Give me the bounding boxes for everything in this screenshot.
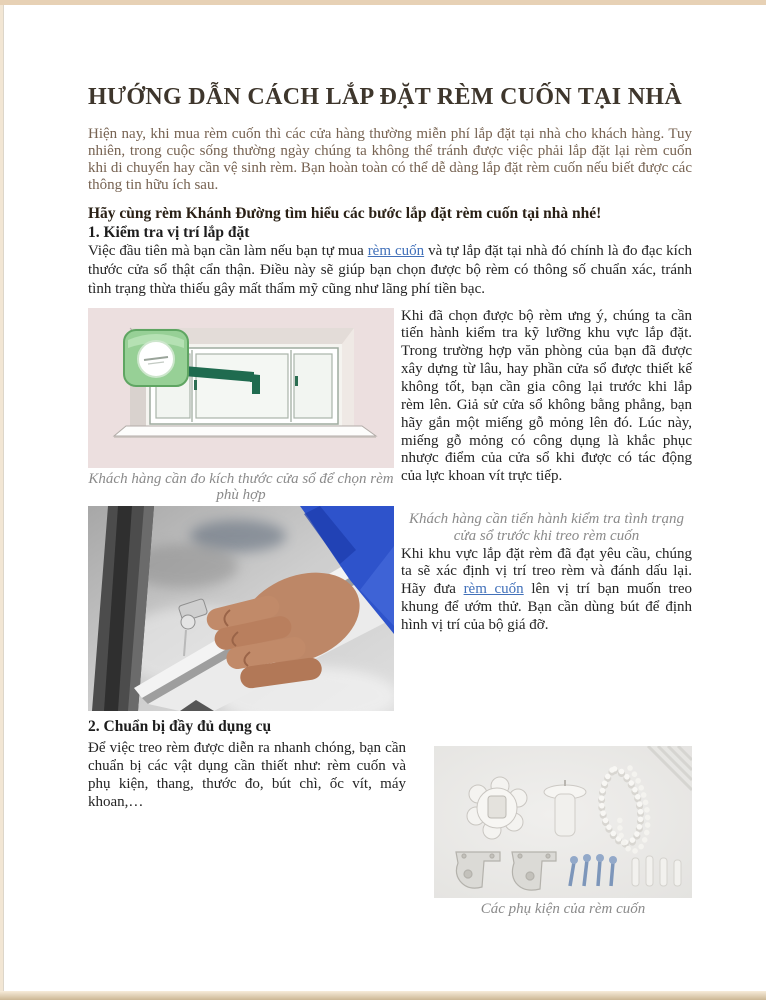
section1-heading: 1. Kiểm tra vị trí lắp đặt [88, 223, 250, 241]
page-edge-bottom [0, 991, 766, 1000]
section1-paragraph1 [88, 242, 692, 299]
window-measure-caption: Khách hàng cần đo kích thước cửa sổ để chọn rèm phù hợp [88, 470, 394, 504]
section1-paragraph2: Khi đã chọn được bộ rèm ưng ý, chúng ta cần tiến hành kiểm tra kỹ lưỡng khu vực lắp đặt. Trong trường hợp văn phòng của bạn đã được xây dựng từ lâu, hay phần cửa sổ được thiết kế không tốt, bạn cần gia công lại trước khi lắp rèm lên. Giả sử cửa sổ không bằng phẳng, bạn hãy gắn một miếng gỗ mỏng lên đó. Lúc này, miếng gỗ mỏng có công dụng là khắc phục nhược điểm của cửa sổ khi được có tác động của lực khoan vít trực tiếp. [401, 307, 692, 485]
page-edge-top [0, 0, 766, 5]
rem-cuon-link-1[interactable]: rèm cuốn [367, 242, 425, 259]
accessories-caption: Các phụ kiện của rèm cuốn [480, 901, 646, 918]
paragraph-text: Khi khu vực lắp đặt rèm đã đạt yêu cầu, chúng ta sẽ xác định vị trí treo rèm và đánh dấu lại. Hãy đưa [401, 545, 692, 598]
install-photo [88, 506, 394, 711]
section2-paragraph: Để việc treo rèm được diễn ra nhanh chóng, bạn cần chuẩn bị các vật dụng cần thiết như: rèm cuốn và phụ kiện, thang, thước đo, bút chì, ốc vít, máy khoan,… [88, 740, 406, 810]
paragraph-text: Việc đầu tiên mà bạn cần làm nếu bạn tự mua [88, 242, 368, 259]
install-photo-caption: Khách hàng cần tiến hành kiểm tra tình trạng cửa sổ trước khi treo rèm cuốn [409, 511, 684, 544]
section1-paragraph3 [401, 546, 692, 635]
paragraph-text: và tự lắp đặt tại nhà đó chính là đo đạc kích thước cửa sổ thật cẩn thận. Điều này sẽ giúp bạn chọn được bộ rèm có thông số chuẩn xác, tránh tình trạng thừa thiếu gây mất thẩm mỹ cũng như lãng phí tiền bạc. [88, 242, 693, 297]
accessories-photo [434, 746, 692, 898]
article-content [88, 84, 692, 920]
lead-line: Hãy cùng rèm Khánh Đường tìm hiểu các bước lắp đặt rèm cuốn tại nhà nhé! [88, 205, 602, 223]
paragraph-text: lên vị trí bạn muốn treo khung để ướm thử. Bạn cần dùng bút để định hình vị trí của bộ giá đỡ. [401, 581, 692, 634]
section1-left-column [88, 308, 394, 712]
window-measure-figure [88, 308, 394, 505]
page-edge-left [0, 5, 4, 991]
page-title: HƯỚNG DẪN CÁCH LẮP ĐẶT RÈM CUỐN TẠI NHÀ [88, 84, 682, 110]
window-measure-illustration [88, 308, 394, 468]
section2-two-column-area [88, 738, 692, 920]
section2 [88, 718, 692, 920]
section2-heading: 2. Chuẩn bị đầy đủ dụng cụ [88, 718, 272, 736]
intro-paragraph: Hiện nay, khi mua rèm cuốn thì các cửa hàng thường miễn phí lắp đặt tại nhà cho khách hàng. Tuy nhiên, trong cuộc sống thường ngày chúng ta không thể tránh được việc phải lắp đặt lại rèm cuốn khi di chuyển hay cần vệ sinh rèm. Bạn hoàn toàn có thể dễ dàng lắp đặt rèm cuốn nếu biết được các thông tin hữu ích sau. [88, 126, 692, 194]
section2-left-column [88, 738, 406, 811]
accessories-figure [434, 746, 692, 920]
install-photo-figure [88, 506, 394, 711]
section1-right-column [394, 308, 692, 635]
rem-cuon-link-2[interactable]: rèm cuốn [463, 581, 524, 598]
section1-two-column-area [88, 308, 692, 712]
